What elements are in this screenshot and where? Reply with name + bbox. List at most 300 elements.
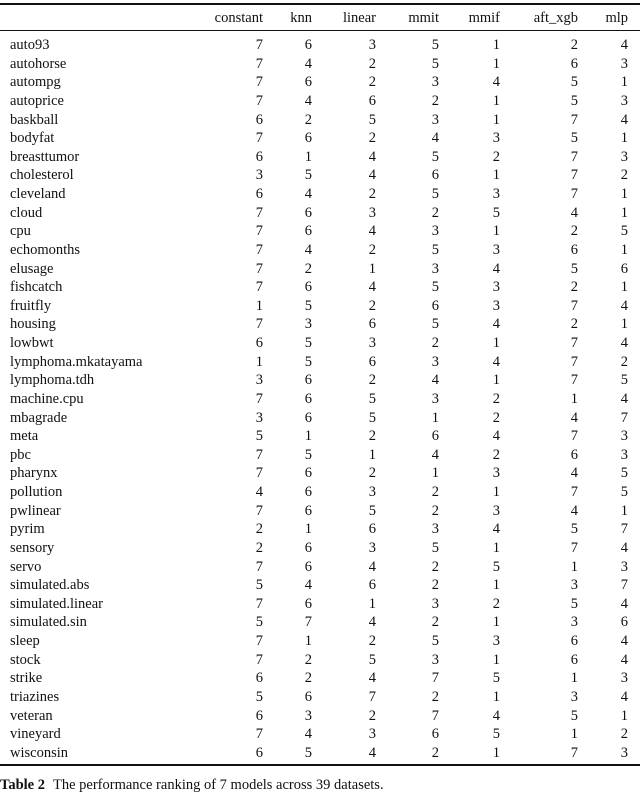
rank-cell: 2 (492, 595, 500, 612)
rank-cell: 6 (255, 335, 263, 351)
rank-cell: 2 (431, 577, 439, 594)
rank-cell: 4 (368, 614, 376, 631)
dataset-name: pyrim (10, 521, 45, 538)
rank-cell: 1 (620, 74, 628, 91)
rank-cell: 2 (368, 297, 376, 314)
rank-cell: 1 (492, 577, 500, 594)
rank-cell: 3 (368, 335, 376, 351)
rank-cell: 6 (431, 726, 439, 743)
bottom-rule (0, 764, 640, 766)
rank-cell: 6 (431, 428, 439, 445)
dataset-name: sensory (10, 539, 55, 556)
dataset-name: bodyfat (10, 130, 55, 147)
dataset-name: cholesterol (10, 167, 74, 184)
dataset-name: baskball (10, 111, 59, 128)
rank-cell: 4 (620, 633, 628, 649)
rank-cell: 2 (431, 502, 439, 519)
rank-cell: 3 (304, 316, 312, 333)
table-row (10, 520, 628, 539)
rank-cell: 5 (368, 502, 376, 519)
rank-cell: 1 (492, 539, 500, 556)
rank-cell: 7 (570, 186, 578, 202)
rank-cell: 3 (492, 465, 500, 482)
table-row (10, 371, 628, 390)
rank-cell: 4 (492, 521, 500, 538)
rank-cell: 4 (431, 130, 439, 147)
rank-cell: 5 (431, 186, 439, 202)
rank-cell: 6 (304, 130, 312, 147)
rank-cell: 1 (492, 335, 500, 351)
rank-cell: 5 (431, 633, 439, 649)
rank-cell: 1 (570, 726, 578, 743)
table-row (10, 502, 628, 521)
rank-cell: 3 (431, 521, 439, 538)
rank-cell: 3 (570, 577, 578, 594)
rank-cell: 6 (304, 502, 312, 519)
rank-cell: 7 (255, 651, 263, 668)
rank-cell: 7 (570, 167, 578, 184)
dataset-name: mbagrade (10, 409, 68, 426)
rank-cell: 6 (304, 465, 312, 482)
rank-cell: 2 (368, 428, 376, 445)
rank-cell: 1 (255, 297, 263, 314)
rank-cell: 5 (492, 204, 500, 221)
rank-cell: 4 (620, 595, 628, 612)
rank-cell: 5 (620, 223, 628, 240)
rank-cell: 4 (620, 37, 628, 53)
table-row (10, 73, 628, 92)
rank-cell: 3 (570, 688, 578, 705)
rank-cell: 1 (255, 353, 263, 370)
rank-cell: 2 (368, 130, 376, 147)
column-header-mlp: mlp (605, 10, 628, 26)
rank-cell: 6 (255, 111, 263, 128)
rank-cell: 4 (570, 204, 578, 221)
rank-cell: 7 (255, 633, 263, 649)
rank-cell: 5 (570, 260, 578, 277)
table-row (10, 632, 628, 651)
rank-cell: 3 (368, 726, 376, 743)
rank-cell: 7 (255, 390, 263, 407)
rank-cell: 4 (492, 707, 500, 724)
rank-cell: 5 (431, 148, 439, 165)
dataset-name: simulated.linear (10, 595, 104, 612)
rank-cell: 3 (620, 428, 628, 445)
rank-cell: 6 (304, 204, 312, 221)
rank-cell: 3 (255, 167, 263, 184)
rank-cell: 6 (304, 223, 312, 240)
rank-cell: 1 (304, 633, 312, 649)
rank-cell: 1 (431, 465, 439, 482)
rank-cell: 6 (368, 521, 376, 538)
table-row (10, 483, 628, 502)
rank-cell: 6 (304, 74, 312, 91)
rank-cell: 2 (368, 465, 376, 482)
rank-cell: 1 (492, 55, 500, 72)
rank-cell: 1 (304, 428, 312, 445)
rank-cell: 3 (431, 223, 439, 240)
dataset-name: servo (10, 558, 42, 575)
rank-cell: 6 (304, 390, 312, 407)
rank-cell: 3 (255, 409, 263, 426)
rank-cell: 1 (492, 223, 500, 240)
dataset-name: vineyard (10, 726, 61, 743)
dataset-name: triazines (10, 688, 60, 705)
dataset-name: veteran (10, 707, 53, 724)
rank-cell: 2 (620, 353, 628, 370)
dataset-name: cloud (10, 204, 43, 221)
rank-cell: 4 (368, 744, 376, 761)
rank-cell: 1 (492, 372, 500, 389)
dataset-name: elusage (10, 260, 54, 277)
rank-cell: 5 (431, 241, 439, 258)
rank-cell: 6 (570, 241, 578, 258)
rank-cell: 4 (620, 111, 628, 128)
rank-cell: 4 (368, 223, 376, 240)
table-row (10, 185, 628, 204)
dataset-name: simulated.sin (10, 614, 87, 631)
rank-cell: 4 (492, 74, 500, 91)
rank-cell: 7 (431, 707, 439, 724)
table-row (10, 427, 628, 446)
rank-cell: 2 (492, 409, 500, 426)
dataset-name: autohorse (10, 55, 67, 72)
dataset-name: housing (10, 316, 56, 333)
rank-cell: 4 (620, 390, 628, 407)
rank-cell: 3 (620, 92, 628, 109)
rank-cell: 6 (570, 651, 578, 668)
dataset-name: strike (10, 670, 43, 687)
table-row (10, 148, 628, 167)
rank-cell: 4 (431, 372, 439, 389)
rank-cell: 2 (492, 446, 500, 463)
column-header-aft-xgb: aft_xgb (533, 10, 578, 26)
rank-cell: 3 (620, 744, 628, 761)
table-row (10, 92, 628, 111)
dataset-name: cleveland (10, 186, 66, 202)
rank-cell: 3 (492, 130, 500, 147)
rank-cell: 3 (431, 260, 439, 277)
rank-cell: 4 (368, 279, 376, 296)
rank-cell: 4 (570, 409, 578, 426)
rank-cell: 4 (304, 186, 312, 202)
rank-cell: 7 (570, 539, 578, 556)
table-row (10, 30, 628, 55)
table-row (10, 111, 628, 130)
rank-cell: 4 (570, 465, 578, 482)
caption-label: Table 2 (0, 777, 45, 793)
rank-cell: 4 (255, 484, 263, 500)
rank-cell: 7 (255, 130, 263, 147)
dataset-name: autoprice (10, 92, 64, 109)
rank-cell: 4 (368, 148, 376, 165)
rank-cell: 3 (431, 390, 439, 407)
table-row (10, 651, 628, 670)
rank-cell: 4 (304, 92, 312, 109)
rank-cell: 5 (570, 92, 578, 109)
rank-cell: 2 (304, 260, 312, 277)
rank-cell: 2 (431, 558, 439, 575)
rank-cell: 6 (431, 297, 439, 314)
table-row (10, 539, 628, 558)
rank-cell: 4 (620, 297, 628, 314)
dataset-name: fishcatch (10, 279, 63, 296)
rank-cell: 7 (304, 614, 312, 631)
rank-cell: 3 (492, 279, 500, 296)
dataset-name: wisconsin (10, 744, 68, 761)
rank-cell: 1 (368, 446, 376, 463)
rank-cell: 2 (368, 55, 376, 72)
rank-cell: 1 (431, 409, 439, 426)
rank-cell: 5 (368, 111, 376, 128)
rank-cell: 7 (570, 335, 578, 351)
rank-cell: 7 (255, 726, 263, 743)
table-caption (0, 777, 384, 794)
rank-cell: 2 (368, 707, 376, 724)
rank-cell: 7 (255, 223, 263, 240)
dataset-name: pwlinear (10, 502, 61, 519)
rank-cell: 5 (255, 428, 263, 445)
rank-cell: 1 (620, 241, 628, 258)
table-row (10, 446, 628, 465)
rank-cell: 7 (570, 484, 578, 500)
rank-cell: 5 (304, 353, 312, 370)
table-row (10, 204, 628, 223)
rank-cell: 1 (492, 651, 500, 668)
dataset-name: pbc (10, 446, 31, 463)
rank-cell: 4 (368, 670, 376, 687)
rank-cell: 2 (431, 484, 439, 500)
rank-cell: 2 (492, 390, 500, 407)
rank-cell: 7 (255, 502, 263, 519)
rank-cell: 5 (431, 37, 439, 53)
dataset-name: echomonths (10, 241, 81, 258)
rank-cell: 7 (570, 372, 578, 389)
rank-cell: 7 (255, 260, 263, 277)
rank-cell: 7 (620, 521, 628, 538)
rank-cell: 7 (570, 353, 578, 370)
rank-cell: 1 (304, 148, 312, 165)
rank-cell: 1 (368, 260, 376, 277)
rank-cell: 2 (431, 204, 439, 221)
table-row (10, 558, 628, 577)
rank-cell: 3 (570, 614, 578, 631)
rank-cell: 1 (492, 614, 500, 631)
rank-cell: 3 (620, 55, 628, 72)
rank-cell: 6 (255, 148, 263, 165)
rank-cell: 7 (570, 148, 578, 165)
rank-cell: 3 (368, 37, 376, 53)
rank-cell: 3 (431, 595, 439, 612)
rank-cell: 4 (620, 539, 628, 556)
table-row (10, 595, 628, 614)
rank-cell: 3 (492, 186, 500, 202)
rank-cell: 5 (620, 484, 628, 500)
rank-cell: 7 (255, 279, 263, 296)
rank-cell: 5 (570, 74, 578, 91)
rank-cell: 2 (431, 335, 439, 351)
rank-cell: 7 (620, 577, 628, 594)
rank-cell: 6 (570, 633, 578, 649)
table-row (10, 260, 628, 279)
rank-cell: 2 (304, 651, 312, 668)
rank-cell: 6 (368, 353, 376, 370)
rank-cell: 7 (255, 595, 263, 612)
rank-cell: 1 (304, 521, 312, 538)
rank-cell: 2 (368, 241, 376, 258)
rank-cell: 2 (431, 614, 439, 631)
rank-cell: 3 (431, 111, 439, 128)
rank-cell: 4 (620, 651, 628, 668)
rank-cell: 2 (620, 167, 628, 184)
rank-cell: 3 (492, 502, 500, 519)
column-header-mmit: mmit (408, 10, 439, 26)
dataset-name: pharynx (10, 465, 58, 482)
rank-cell: 6 (304, 595, 312, 612)
rank-cell: 2 (492, 148, 500, 165)
table-row (10, 688, 628, 707)
rank-cell: 6 (431, 167, 439, 184)
rank-cell: 3 (620, 148, 628, 165)
rank-cell: 5 (620, 372, 628, 389)
column-header-knn: knn (290, 10, 312, 26)
rank-cell: 7 (255, 558, 263, 575)
rank-cell: 6 (620, 614, 628, 631)
rank-cell: 6 (255, 186, 263, 202)
rank-cell: 7 (570, 111, 578, 128)
table-row (10, 315, 628, 334)
rank-cell: 5 (304, 446, 312, 463)
ranking-table (10, 7, 628, 762)
rank-cell: 3 (620, 670, 628, 687)
dataset-name: lowbwt (10, 335, 54, 351)
rank-cell: 4 (620, 688, 628, 705)
rank-cell: 6 (255, 744, 263, 761)
rank-cell: 1 (570, 558, 578, 575)
rank-cell: 6 (368, 92, 376, 109)
table-row (10, 166, 628, 185)
rank-cell: 7 (368, 688, 376, 705)
rank-cell: 1 (492, 111, 500, 128)
rank-cell: 5 (620, 465, 628, 482)
rank-cell: 4 (492, 316, 500, 333)
dataset-name: auto93 (10, 37, 50, 53)
rank-cell: 4 (304, 577, 312, 594)
rank-cell: 3 (304, 707, 312, 724)
rank-cell: 7 (570, 428, 578, 445)
rank-cell: 2 (368, 633, 376, 649)
rank-cell: 7 (255, 241, 263, 258)
table-row (10, 55, 628, 74)
rank-cell: 5 (492, 670, 500, 687)
rank-cell: 7 (255, 37, 263, 53)
rank-cell: 5 (570, 521, 578, 538)
caption-text: The performance ranking of 7 models across 39 datasets. (53, 777, 384, 793)
rank-cell: 5 (304, 297, 312, 314)
rank-cell: 3 (492, 241, 500, 258)
rank-cell: 5 (255, 614, 263, 631)
rank-cell: 5 (431, 55, 439, 72)
rank-cell: 6 (255, 707, 263, 724)
dataset-name: sleep (10, 633, 40, 649)
dataset-name: lymphoma.mkatayama (10, 353, 143, 370)
rank-cell: 5 (255, 688, 263, 705)
rank-cell: 6 (304, 409, 312, 426)
dataset-name: fruitfly (10, 297, 52, 314)
rank-cell: 1 (570, 390, 578, 407)
dataset-name: lymphoma.tdh (10, 372, 95, 389)
rank-cell: 2 (255, 539, 263, 556)
rank-cell: 7 (255, 446, 263, 463)
rank-cell: 5 (570, 130, 578, 147)
rank-cell: 3 (492, 633, 500, 649)
rank-cell: 1 (492, 167, 500, 184)
rank-cell: 1 (620, 502, 628, 519)
header-row (10, 7, 628, 30)
rank-cell: 3 (431, 74, 439, 91)
rank-cell: 2 (570, 279, 578, 296)
rank-cell: 1 (570, 670, 578, 687)
table-row (10, 297, 628, 316)
rank-cell: 4 (492, 428, 500, 445)
rank-cell: 1 (492, 37, 500, 53)
table-row (10, 129, 628, 148)
rank-cell: 1 (620, 186, 628, 202)
rank-cell: 6 (368, 316, 376, 333)
rank-cell: 3 (431, 353, 439, 370)
dataset-name: breasttumor (10, 148, 80, 165)
rank-cell: 7 (431, 670, 439, 687)
header-blank (10, 7, 200, 30)
rank-cell: 1 (492, 744, 500, 761)
rank-cell: 2 (255, 521, 263, 538)
dataset-name: machine.cpu (10, 390, 84, 407)
rank-cell: 7 (255, 316, 263, 333)
rank-cell: 5 (431, 279, 439, 296)
rank-cell: 1 (620, 204, 628, 221)
table-row (10, 334, 628, 353)
rank-cell: 4 (368, 558, 376, 575)
rank-cell: 4 (304, 241, 312, 258)
rank-cell: 2 (570, 37, 578, 53)
rank-cell: 7 (255, 55, 263, 72)
rank-cell: 7 (255, 92, 263, 109)
rank-cell: 5 (368, 409, 376, 426)
rank-cell: 4 (431, 446, 439, 463)
rank-cell: 6 (304, 279, 312, 296)
table-row (10, 613, 628, 632)
rank-cell: 3 (368, 204, 376, 221)
rank-cell: 2 (368, 74, 376, 91)
rank-cell: 2 (368, 186, 376, 202)
column-header-constant: constant (214, 10, 263, 26)
rank-cell: 2 (304, 670, 312, 687)
table-row (10, 390, 628, 409)
rank-cell: 4 (492, 353, 500, 370)
rank-cell: 2 (368, 372, 376, 389)
rank-cell: 4 (570, 502, 578, 519)
rank-cell: 4 (368, 167, 376, 184)
rank-cell: 3 (431, 651, 439, 668)
rank-cell: 6 (368, 577, 376, 594)
rank-cell: 1 (620, 707, 628, 724)
rank-cell: 6 (304, 558, 312, 575)
rank-cell: 3 (620, 446, 628, 463)
rank-cell: 7 (570, 297, 578, 314)
table-row (10, 278, 628, 297)
rank-cell: 6 (304, 372, 312, 389)
top-rule (0, 3, 640, 5)
